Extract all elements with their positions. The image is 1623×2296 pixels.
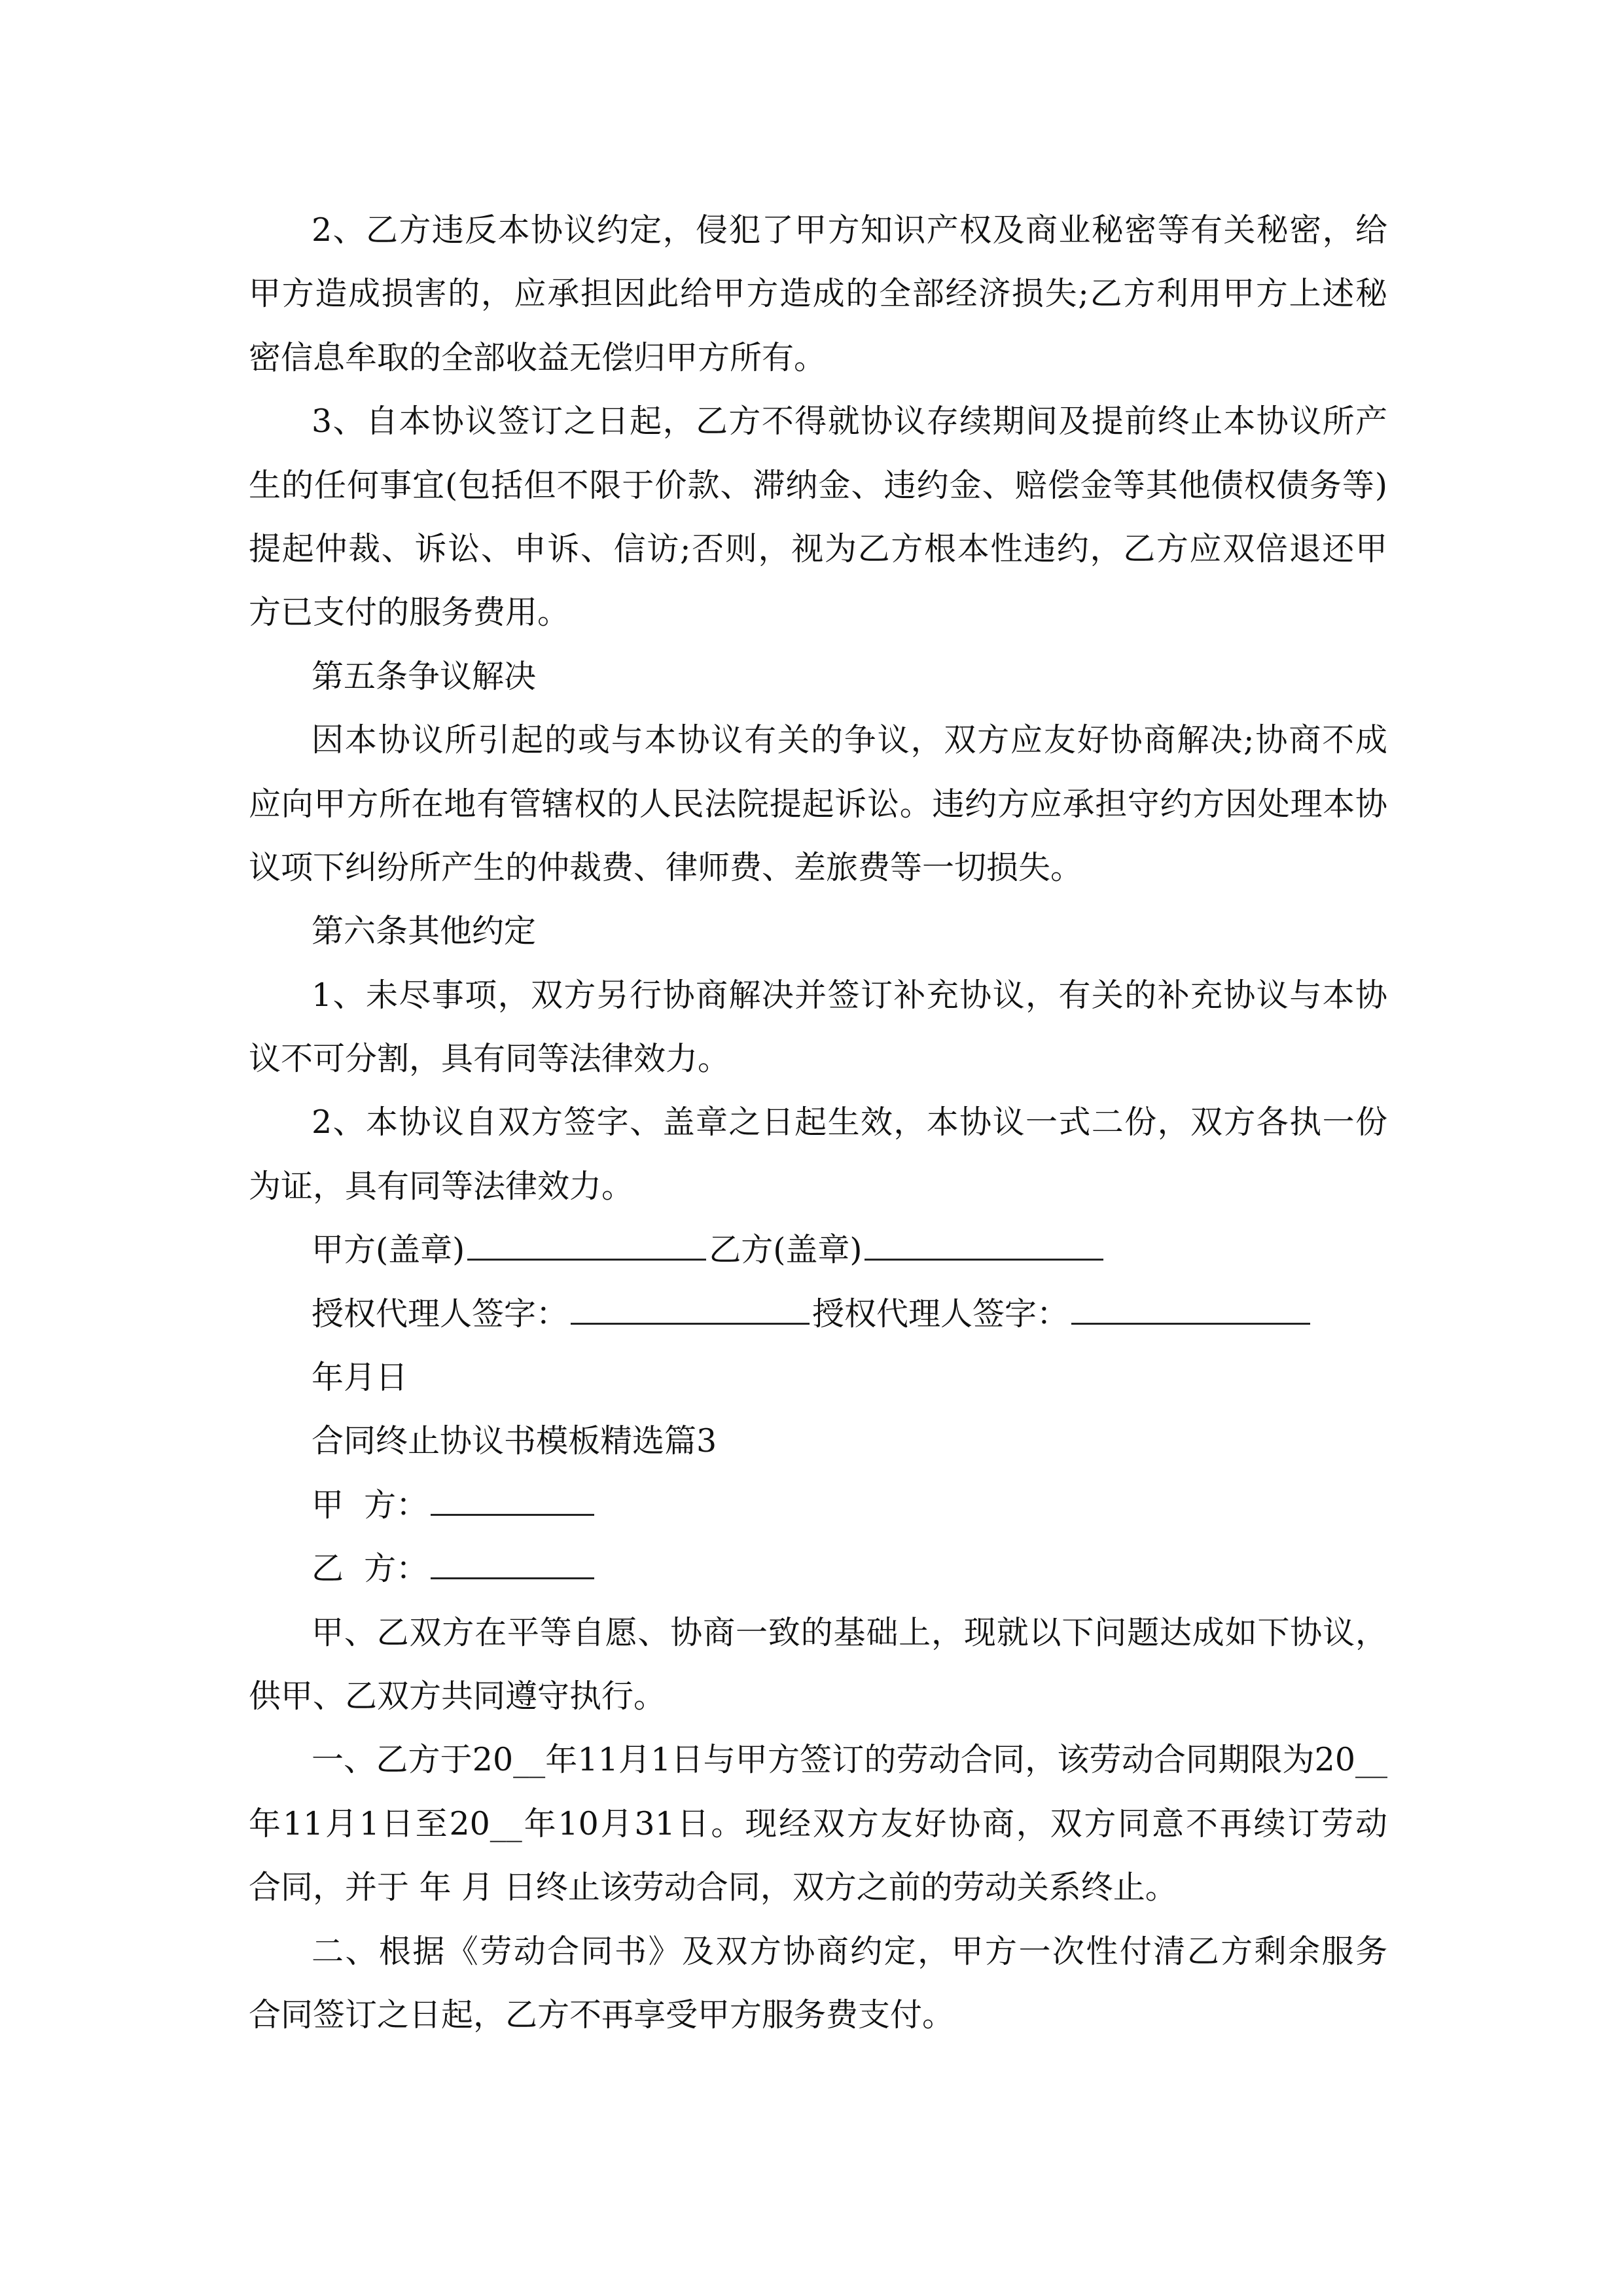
party-b-line: [249, 1537, 1387, 1600]
agent-sign-blank-b: [1071, 1283, 1310, 1325]
agent-sign-line: [249, 1282, 1387, 1346]
party-a-label: 甲 方：: [312, 1486, 429, 1524]
paragraph-line: 应向甲方所在地有管辖权的人民法院提起诉讼。违约方应承担守约方因处理本协: [249, 785, 1387, 823]
agent-sign-blank-a: [571, 1283, 810, 1325]
paragraph-line: 甲、乙双方在平等自愿、协商一致的基础上，现就以下问题达成如下协议，: [312, 1613, 1387, 1651]
paragraph-line: 1、未尽事项，双方另行协商解决并签订补充协议，有关的补充协议与本协: [312, 976, 1387, 1014]
section-heading: 第五条争议解决: [312, 657, 537, 695]
section-heading: 第六条其他约定: [312, 912, 537, 950]
paragraph-line: 议不可分割，具有同等法律效力。: [249, 1040, 730, 1078]
paragraph-line: 合同，并于 年 月 日终止该劳动合同，双方之前的劳动关系终止。: [249, 1869, 1177, 1907]
paragraph-line: 合同签订之日起，乙方不再享受甲方服务费支付。: [249, 1996, 955, 2034]
document-page: [249, 198, 1387, 2047]
paragraph-line: 议项下纠纷所产生的仲裁费、律师费、差旅费等一切损失。: [249, 848, 1083, 886]
paragraph-line: 2、本协议自双方签字、盖章之日起生效，本协议一式二份，双方各执一份: [312, 1103, 1387, 1141]
party-b-seal-label: 乙方(盖章): [709, 1231, 863, 1269]
party-b-seal-blank: [865, 1219, 1103, 1261]
section-title: 合同终止协议书模板精选篇3: [312, 1422, 717, 1460]
party-a-seal-blank: [467, 1219, 706, 1261]
paragraph-line: 提起仲裁、诉讼、申诉、信访;否则，视为乙方根本性违约，乙方应双倍退还甲: [249, 529, 1387, 567]
paragraph-line: 一、乙方于20__年11月1日与甲方签订的劳动合同，该劳动合同期限为20__: [312, 1741, 1387, 1779]
agent-sign-label-b: 授权代理人签字：: [812, 1295, 1069, 1333]
paragraph-line: 2、乙方违反本协议约定，侵犯了甲方知识产权及商业秘密等有关秘密，给: [312, 211, 1387, 249]
paragraph-line: 生的任何事宜(包括但不限于价款、滞纳金、违约金、赔偿金等其他债权债务等): [249, 466, 1387, 504]
party-b-blank: [431, 1538, 594, 1579]
paragraph-line: 甲方造成损害的，应承担因此给甲方造成的全部经济损失;乙方利用甲方上述秘: [249, 275, 1387, 313]
agent-sign-label-a: 授权代理人签字：: [312, 1295, 569, 1333]
party-a-blank: [431, 1475, 594, 1516]
paragraph-line: 密信息牟取的全部收益无偿归甲方所有。: [249, 338, 827, 376]
paragraph-line: 3、自本协议签订之日起，乙方不得就协议存续期间及提前终止本协议所产: [312, 403, 1387, 440]
paragraph-line: 年11月1日至20__年10月31日。现经双方友好协商，双方同意不再续订劳动: [249, 1804, 1387, 1842]
paragraph-line: 因本协议所引起的或与本协议有关的争议，双方应友好协商解决;协商不成: [312, 721, 1387, 759]
paragraph-line: 二、根据《劳动合同书》及双方协商约定，甲方一次性付清乙方剩余服务: [312, 1932, 1387, 1970]
seal-line: [249, 1218, 1387, 1282]
paragraph-line: 方已支付的服务费用。: [249, 594, 570, 632]
party-b-label: 乙 方：: [312, 1550, 429, 1588]
paragraph-line: 供甲、乙双方共同遵守执行。: [249, 1677, 666, 1715]
party-a-line: [249, 1473, 1387, 1537]
party-a-seal-label: 甲方(盖章): [312, 1231, 465, 1269]
date-line: 年月日: [312, 1359, 408, 1397]
paragraph-line: 为证，具有同等法律效力。: [249, 1167, 634, 1205]
